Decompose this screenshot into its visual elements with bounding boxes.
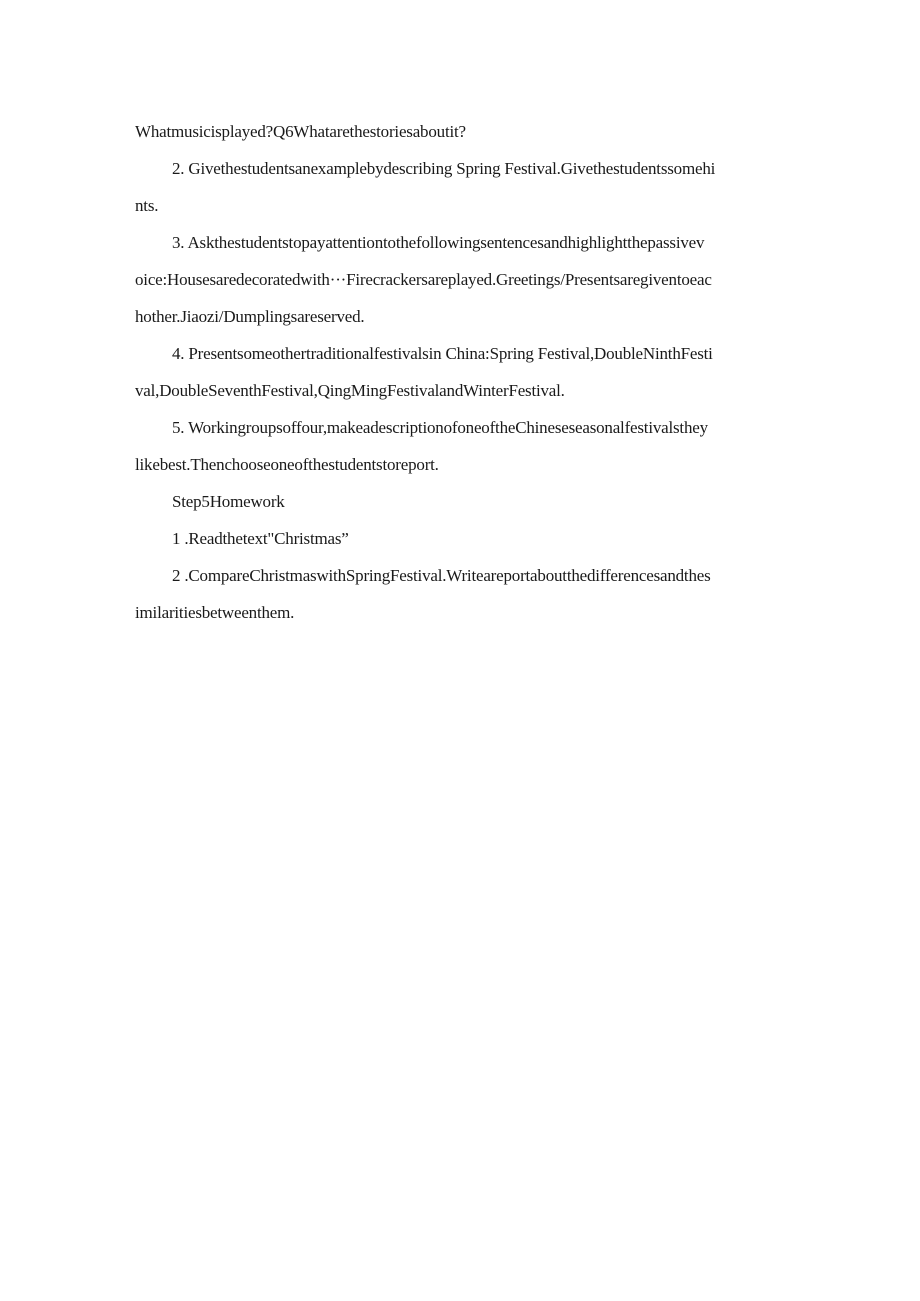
text-line-item-4-wrap: val,DoubleSeventhFestival,QingMingFestivalandWinterFestival. — [135, 381, 565, 400]
text-line-item-2-wrap: nts. — [135, 196, 159, 215]
text-line-item-3-wrap-1: oice:Housesaredecoratedwith···Firecrackersareplayed.Greetings/Presentsaregiventoeac — [135, 270, 712, 289]
text-line-item-5: 5. Workingroupsoffour,makeadescriptionofoneoftheChineseseasonalfestivalsthey — [172, 418, 708, 437]
text-line-item-2: 2. Givethestudentsanexamplebydescribing Spring Festival.Givethestudentssomehi — [172, 159, 716, 178]
text-line-homework-2-wrap: imilaritiesbetweenthem. — [135, 603, 295, 622]
text-line-item-5-wrap: likebest.Thenchooseoneofthestudentstoreport. — [135, 455, 439, 474]
section-heading-homework: Step5Homework — [172, 492, 285, 511]
text-line-question-continuation: Whatmusicisplayed?Q6Whatarethestoriesaboutit? — [135, 122, 466, 141]
text-line-item-4: 4. Presentsomeothertraditionalfestivalsin China:Spring Festival,DoubleNinthFesti — [172, 344, 713, 363]
text-line-item-3: 3. Askthestudentstopayattentiontothefollowingsentencesandhighlightthepassivev — [172, 233, 705, 252]
text-line-item-3-wrap-2: hother.Jiaozi/Dumplingsareserved. — [135, 307, 365, 326]
text-line-homework-1: 1 .Readthetext"Christmas” — [172, 529, 349, 548]
text-line-homework-2: 2 .CompareChristmaswithSpringFestival.Writeareportaboutthedifferencesandthes — [172, 566, 711, 585]
